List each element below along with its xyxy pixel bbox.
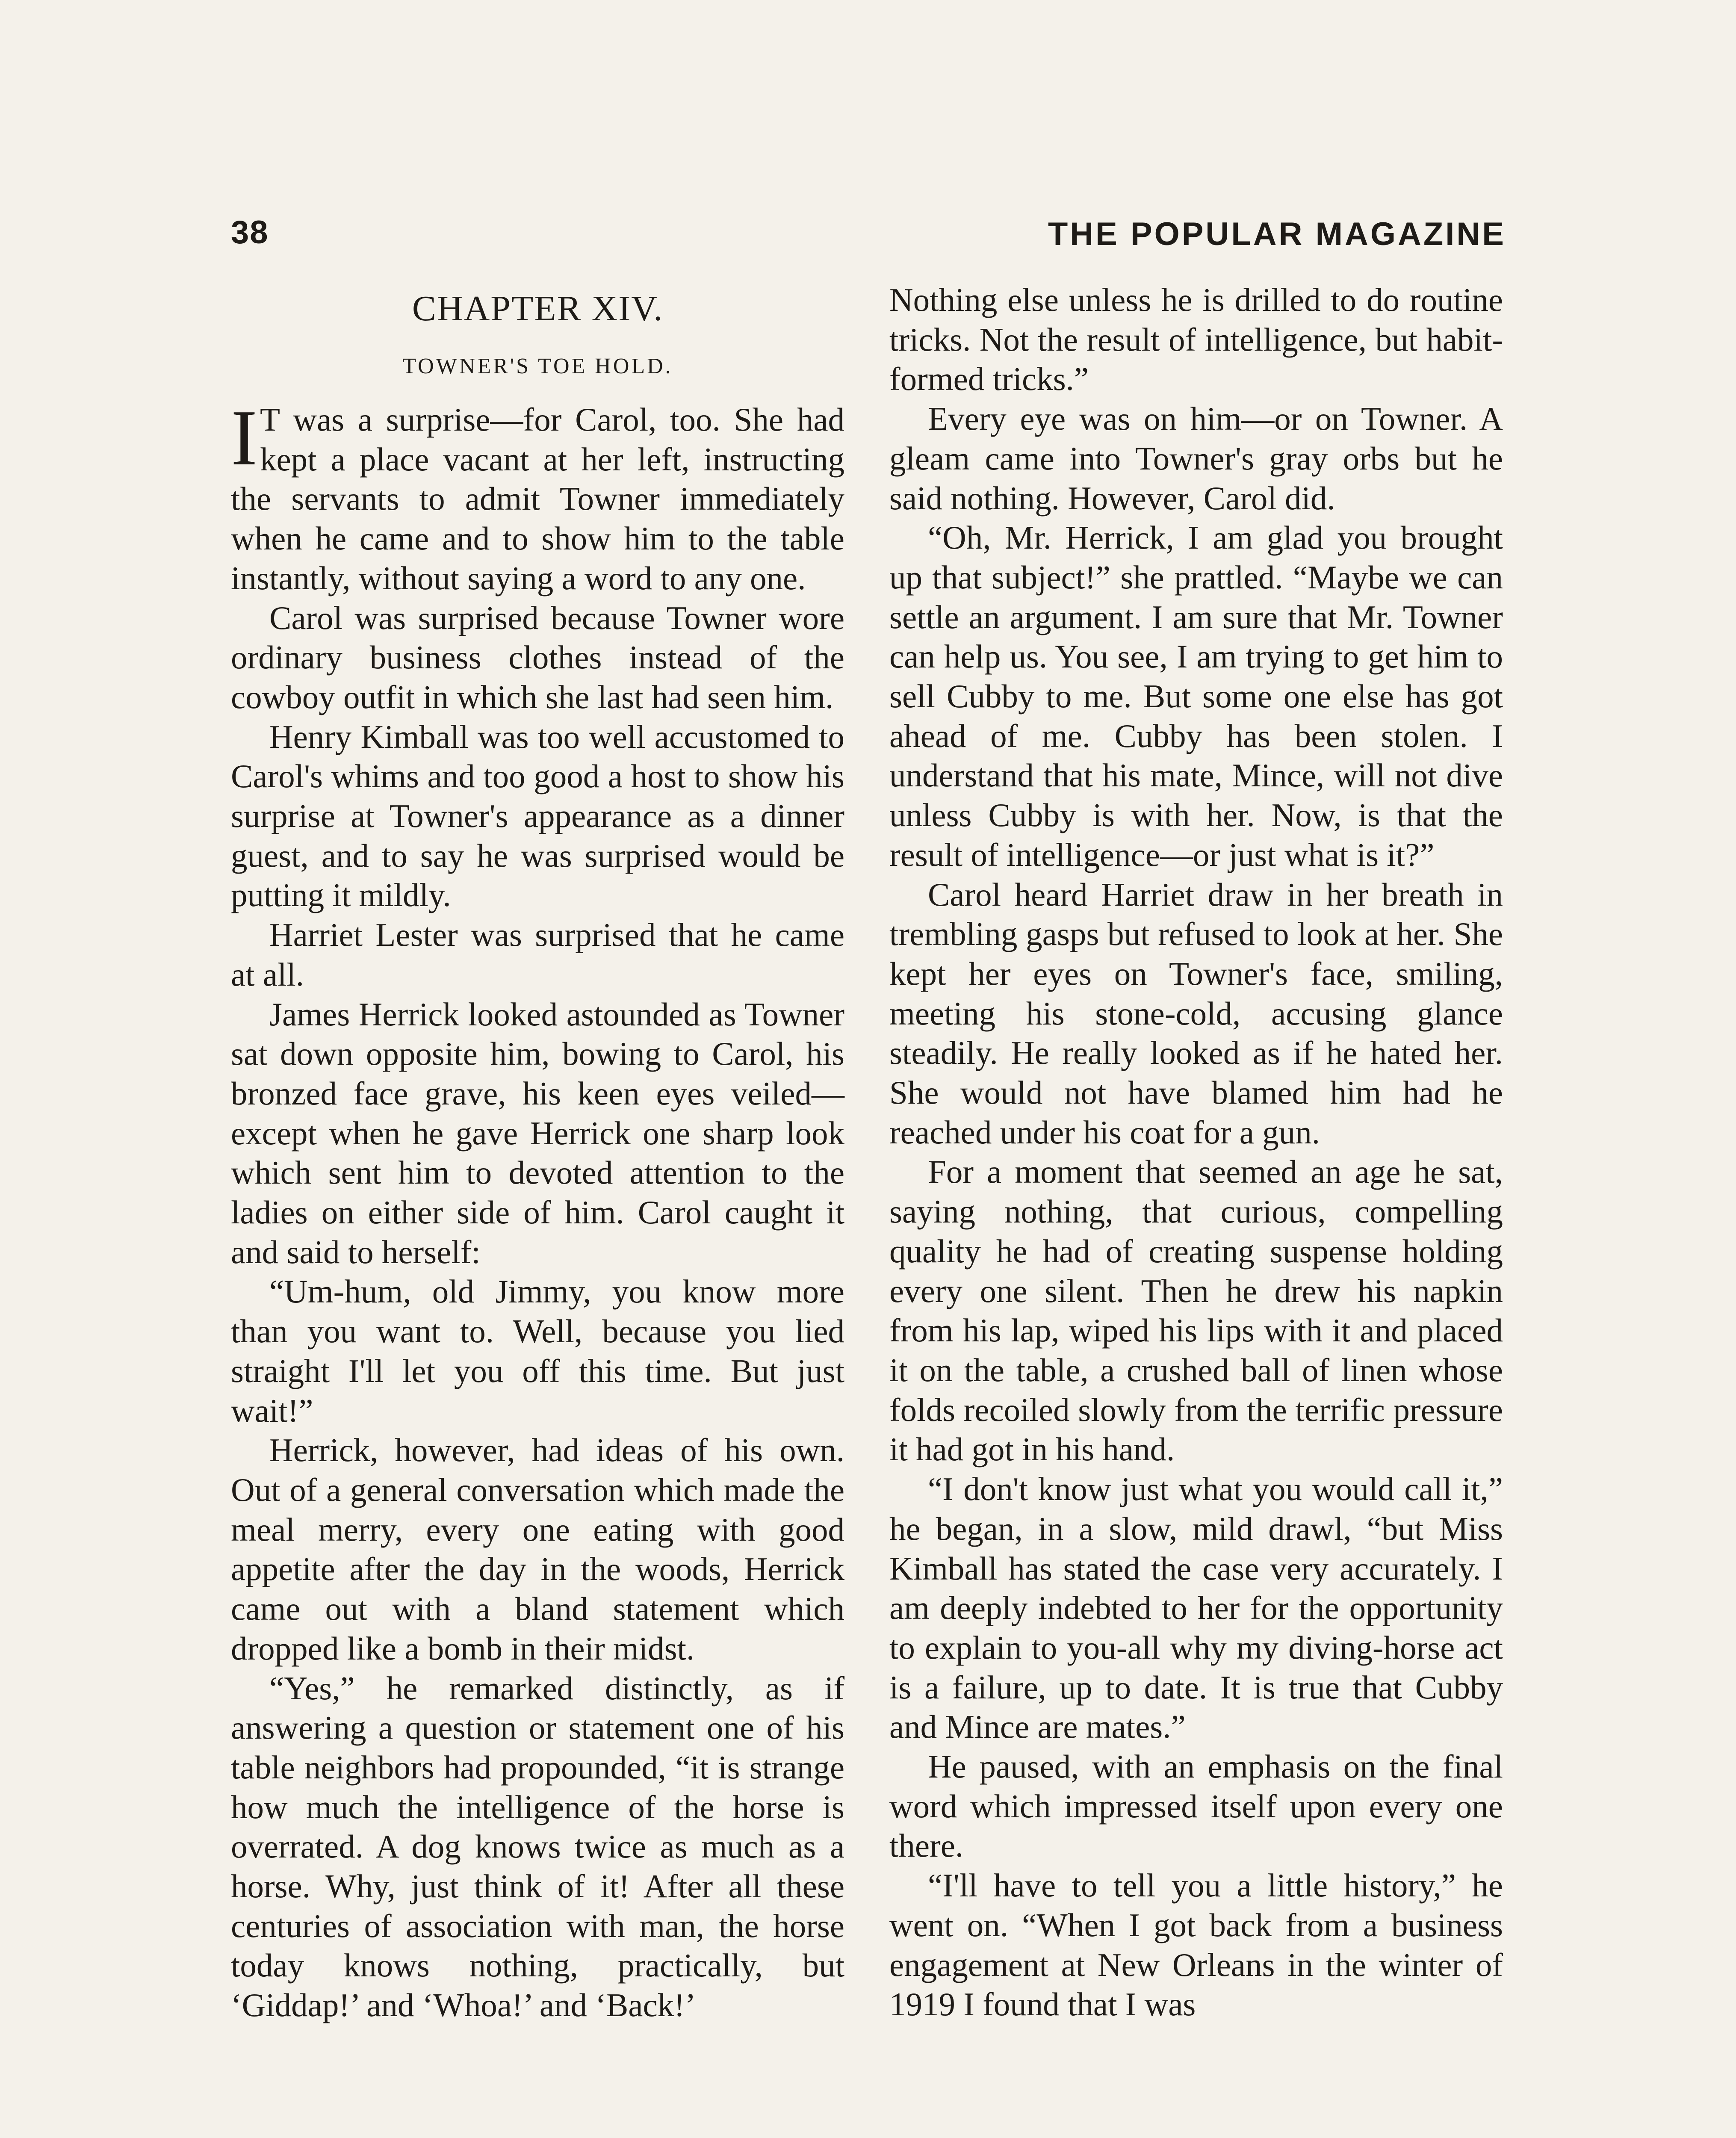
chapter-title: CHAPTER XIV. xyxy=(412,289,664,328)
paragraph: Harriet Lester was surprised that he came at all. xyxy=(231,916,844,993)
drop-cap: I xyxy=(231,394,257,482)
opening-paragraph-text: T was a surprise—for Carol, too. She had kept a place vacant at her left, instructing the servants to admit Towner immediately when he came and to show him to the table instantly, without saying a word to any one. xyxy=(231,401,844,597)
paragraph: He paused, with an emphasis on the final word which impressed itself upon every one there. xyxy=(889,1748,1503,1864)
paragraph: Herrick, however, had ideas of his own. Out of a general conversation which made the meal merry, every one eating with good appetite after the day in the woods, Herrick came out with a bland statement which dropped like a bomb in their midst. xyxy=(231,1432,844,1667)
page-number: 38 xyxy=(231,214,269,251)
opening-paragraph xyxy=(231,394,844,598)
right-column xyxy=(889,280,1503,2024)
paragraph: Carol was surprised because Towner wore ordinary business clothes instead of the cowboy outfit in which she last had seen him. xyxy=(231,599,844,715)
paragraph: “Um-hum, old Jimmy, you know more than you want to. Well, because you lied straight I'll let you off this time. But just wait!” xyxy=(231,1273,844,1429)
paragraph: Henry Kimball was too well accustomed to Carol's whims and too good a host to show his surprise at Towner's appearance as a dinner guest, and to say he was surprised would be putting it mildly. xyxy=(231,718,844,914)
paragraph: “Yes,” he remarked distinctly, as if answering a question or statement one of his table neighbors had propounded, “it is strange how much the intelligence of the horse is overrated. A dog knows twice as much as a horse. Why, just think of it! After all these centuries of association with man, the horse today knows nothing, practically, but ‘Giddap!’ and ‘Whoa!’ and ‘Back!’ xyxy=(231,1669,844,2024)
paragraph: For a moment that seemed an age he sat, saying nothing, that curious, compelling quality he had of creating suspense holding every one silent. Then he drew his napkin from his lap, wiped his lips with it and placed it on the table, a crushed ball of linen whose folds recoiled slowly from the terrific pressure it had got in his hand. xyxy=(889,1153,1503,1468)
paragraph: Carol heard Harriet draw in her breath in trembling gasps but refused to look at her. She kept her eyes on Towner's face, smiling, meeting his stone-cold, accusing glance steadily. He really looked as if he hated her. She would not have blamed him had he reached under his coat for a gun. xyxy=(889,876,1503,1151)
paragraph: “I'll have to tell you a little history,” he went on. “When I got back from a business engagement at New Orleans in the winter of 1919 I found that I was xyxy=(889,1867,1503,2023)
left-column xyxy=(231,280,844,2025)
paragraph: “Oh, Mr. Herrick, I am glad you brought up that subject!” she prattled. “Maybe we can settle an argument. I am sure that Mr. Towner can help us. You see, I am trying to get him to sell Cubby to me. But some one else has got ahead of me. Cubby has been stolen. I understand that his mate, Mince, will not dive unless Cubby is with her. Now, is that the result of intelligence—or just what is it?” xyxy=(889,519,1503,873)
paragraph: “I don't know just what you would call it,” he began, in a slow, mild drawl, “but Miss Kimball has stated the case very accurately. I am deeply indebted to her for the opportunity to explain to you-all why my diving-horse act is a failure, up to date. It is true that Cubby and Mince are mates.” xyxy=(889,1471,1503,1745)
paragraph: James Herrick looked astounded as Towner sat down opposite him, bowing to Carol, his bronzed face grave, his keen eyes veiled—except when he gave Herrick one sharp look which sent him to devoted attention to the ladies on either side of him. Carol caught it and said to herself: xyxy=(231,995,844,1270)
chapter-subtitle: TOWNER'S TOE HOLD. xyxy=(402,354,673,378)
paragraph: Every eye was on him—or on Towner. A gleam came into Towner's gray orbs but he said nothing. However, Carol did. xyxy=(889,400,1503,517)
running-head: THE POPULAR MAGAZINE xyxy=(1048,216,1506,252)
continued-paragraph: Nothing else unless he is drilled to do routine tricks. Not the result of intelligence, but habit-formed tricks.” xyxy=(889,281,1503,398)
